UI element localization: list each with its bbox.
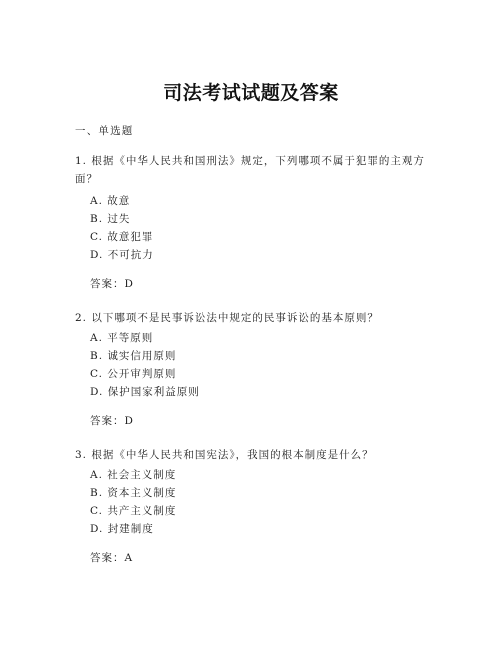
question-2-option-b: B. 诚实信用原则 (90, 350, 177, 362)
page-title: 司法考试试题及答案 (163, 82, 339, 104)
question-2-option-d: D. 保护国家利益原则 (90, 386, 200, 398)
question-3-option-d: D. 封建制度 (90, 523, 154, 535)
question-3-answer: 答案：A (90, 552, 134, 564)
question-1-option-a: A. 故意 (90, 195, 131, 207)
question-3-option-c: C. 共产主义制度 (90, 505, 177, 517)
question-2-answer: 答案：D (90, 415, 134, 427)
question-1-answer: 答案：D (90, 278, 134, 290)
question-2-option-c: C. 公开审判原则 (90, 368, 177, 380)
question-3-text: 3. 根据《中华人民共和国宪法》，我国的根本制度是什么？ (75, 449, 374, 461)
section-heading: 一、单选题 (75, 125, 134, 137)
question-3-option-b: B. 资本主义制度 (90, 487, 177, 499)
question-3-option-a: A. 社会主义制度 (90, 469, 177, 481)
question-1-option-c: C. 故意犯罪 (90, 231, 154, 243)
question-2-text: 2. 以下哪项不是民事诉讼法中规定的民事诉讼的基本原则？ (75, 312, 379, 324)
question-1-option-b: B. 过失 (90, 213, 131, 225)
question-2-option-a: A. 平等原则 (90, 332, 154, 344)
question-1-option-d: D. 不可抗力 (90, 249, 154, 261)
question-1-text: 1. 根据《中华人民共和国刑法》规定，下列哪项不属于犯罪的主观方面？ (75, 155, 425, 185)
